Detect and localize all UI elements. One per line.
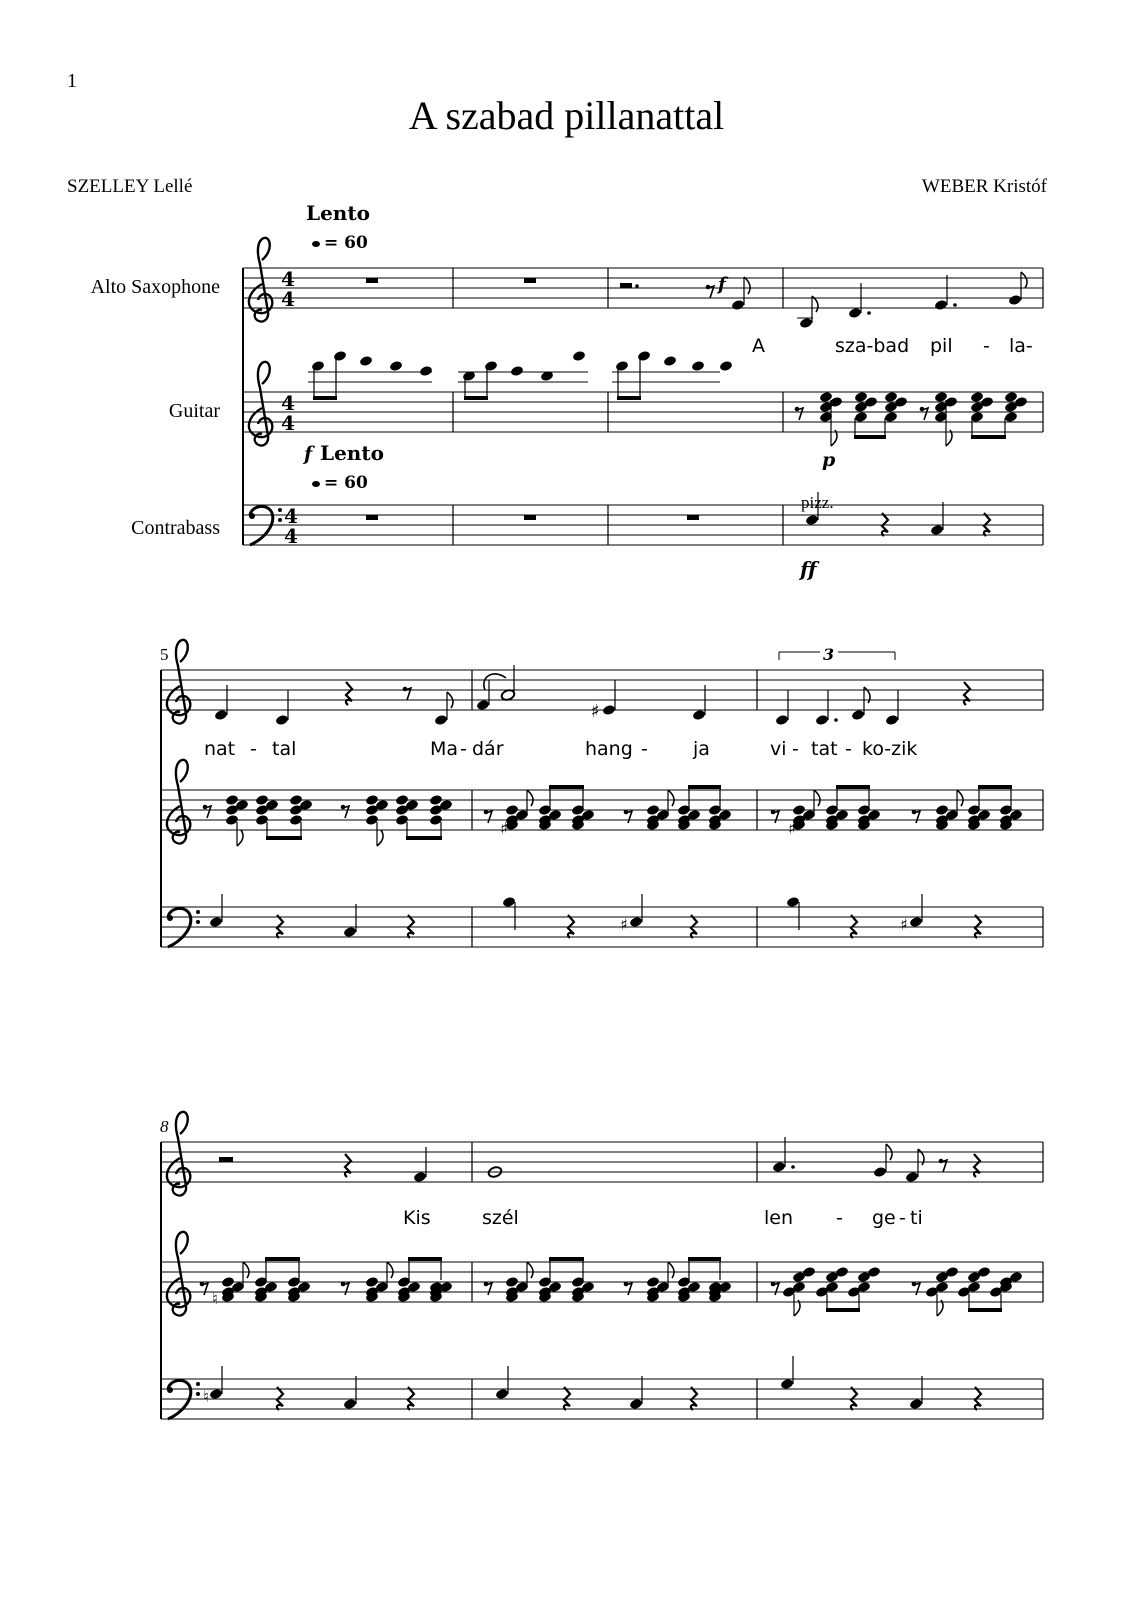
svg-text:nat: nat [204, 738, 236, 760]
svg-text:-: - [983, 335, 990, 357]
bass-clef-icon [167, 908, 200, 947]
svg-text:tat: tat [811, 738, 838, 760]
dynamic-guitar-m4: p [822, 449, 836, 471]
time-sig-top: 4 [281, 267, 295, 291]
svg-text:♯: ♯ [500, 819, 508, 838]
svg-text:-: - [899, 1207, 906, 1229]
instrument-label-contrabass: Contrabass [131, 517, 220, 539]
system-2 [160, 640, 1043, 947]
treble-clef-icon [167, 760, 190, 844]
svg-text:la-: la- [1009, 335, 1033, 357]
staff-guitar [161, 1232, 1043, 1316]
instrument-label-guitar: Guitar [168, 400, 220, 422]
svg-text:A: A [752, 335, 765, 357]
measure-number: 5 [160, 645, 169, 664]
svg-text:Ma: Ma [430, 738, 459, 760]
svg-text:len: len [764, 1207, 794, 1229]
svg-text:ko-zik: ko-zik [862, 738, 918, 760]
svg-text:Kis: Kis [403, 1207, 431, 1229]
time-sig-bottom: 4 [281, 287, 295, 311]
page-title: A szabad pillanattal [408, 93, 725, 138]
tuplet-number: 3 [823, 645, 835, 664]
lyricist-name: SZELLEY Lellé [67, 176, 193, 197]
svg-text:4: 4 [284, 504, 298, 528]
svg-text:♯: ♯ [900, 915, 908, 934]
svg-text:-: - [641, 738, 648, 760]
staff-contrabass [161, 894, 1043, 947]
tempo-marking: Lento [306, 201, 370, 225]
svg-text:♮: ♮ [212, 1289, 218, 1308]
svg-text:ge: ge [872, 1207, 896, 1229]
svg-text:♯: ♯ [788, 819, 796, 838]
bass-clef-icon [167, 1380, 200, 1419]
staff-contrabass [161, 1356, 1043, 1419]
svg-text:♮: ♮ [203, 1387, 209, 1406]
svg-text:ja: ja [693, 738, 710, 760]
pizz-marking: pizz. [801, 493, 834, 512]
measure-number: 8 [160, 1117, 169, 1136]
instrument-label-alto-sax: Alto Saxophone [90, 276, 220, 298]
svg-text:tal: tal [272, 738, 297, 760]
svg-text:-: - [836, 1207, 843, 1229]
page-number: 1 [67, 70, 77, 92]
dynamic-sax-m3: f [718, 274, 726, 295]
lyrics-system-2 [204, 738, 917, 760]
svg-text:-: - [460, 738, 467, 760]
svg-text:sza-bad: sza-bad [835, 335, 910, 357]
svg-text:4: 4 [281, 391, 295, 415]
system-1 [243, 201, 1043, 581]
staff-alto-sax [161, 1112, 1043, 1196]
svg-text:4: 4 [281, 411, 295, 435]
svg-text:hang: hang [585, 738, 633, 760]
staff-guitar [161, 760, 1043, 846]
svg-text:= 60: = 60 [324, 473, 368, 493]
metronome-note-icon [312, 481, 320, 487]
composer-name: WEBER Kristóf [921, 176, 1047, 197]
metronome-note-icon [312, 241, 320, 247]
system-3 [160, 1112, 1043, 1419]
svg-text:-: - [845, 738, 852, 760]
dynamic-bass-m4: ff [800, 557, 817, 581]
treble-clef-icon [167, 1232, 190, 1316]
svg-text:ti: ti [910, 1207, 923, 1229]
svg-text:-: - [250, 738, 257, 760]
svg-text:dár: dár [472, 738, 504, 760]
svg-text:vi: vi [770, 738, 787, 760]
treble-clef-icon [249, 238, 272, 322]
svg-text:szél: szél [482, 1207, 519, 1229]
svg-text:♯: ♯ [620, 915, 628, 934]
bass-clef-icon [249, 506, 282, 545]
staff-contrabass [243, 492, 1043, 581]
lyrics-system-3 [403, 1207, 923, 1229]
dynamic-guitar-m1: f [304, 443, 313, 465]
svg-text:pil: pil [930, 335, 953, 357]
metronome-value: = 60 [324, 233, 368, 253]
svg-text:-: - [792, 738, 799, 760]
treble-clef-icon [167, 1112, 190, 1196]
staff-alto-sax [161, 640, 1043, 726]
lyrics-system-1 [752, 335, 1033, 357]
svg-text:♯: ♯ [591, 701, 600, 722]
treble-clef-icon [249, 362, 272, 446]
treble-clef-icon [167, 640, 190, 724]
tempo-marking-guitar: Lento [320, 441, 384, 465]
svg-text:4: 4 [284, 524, 298, 548]
